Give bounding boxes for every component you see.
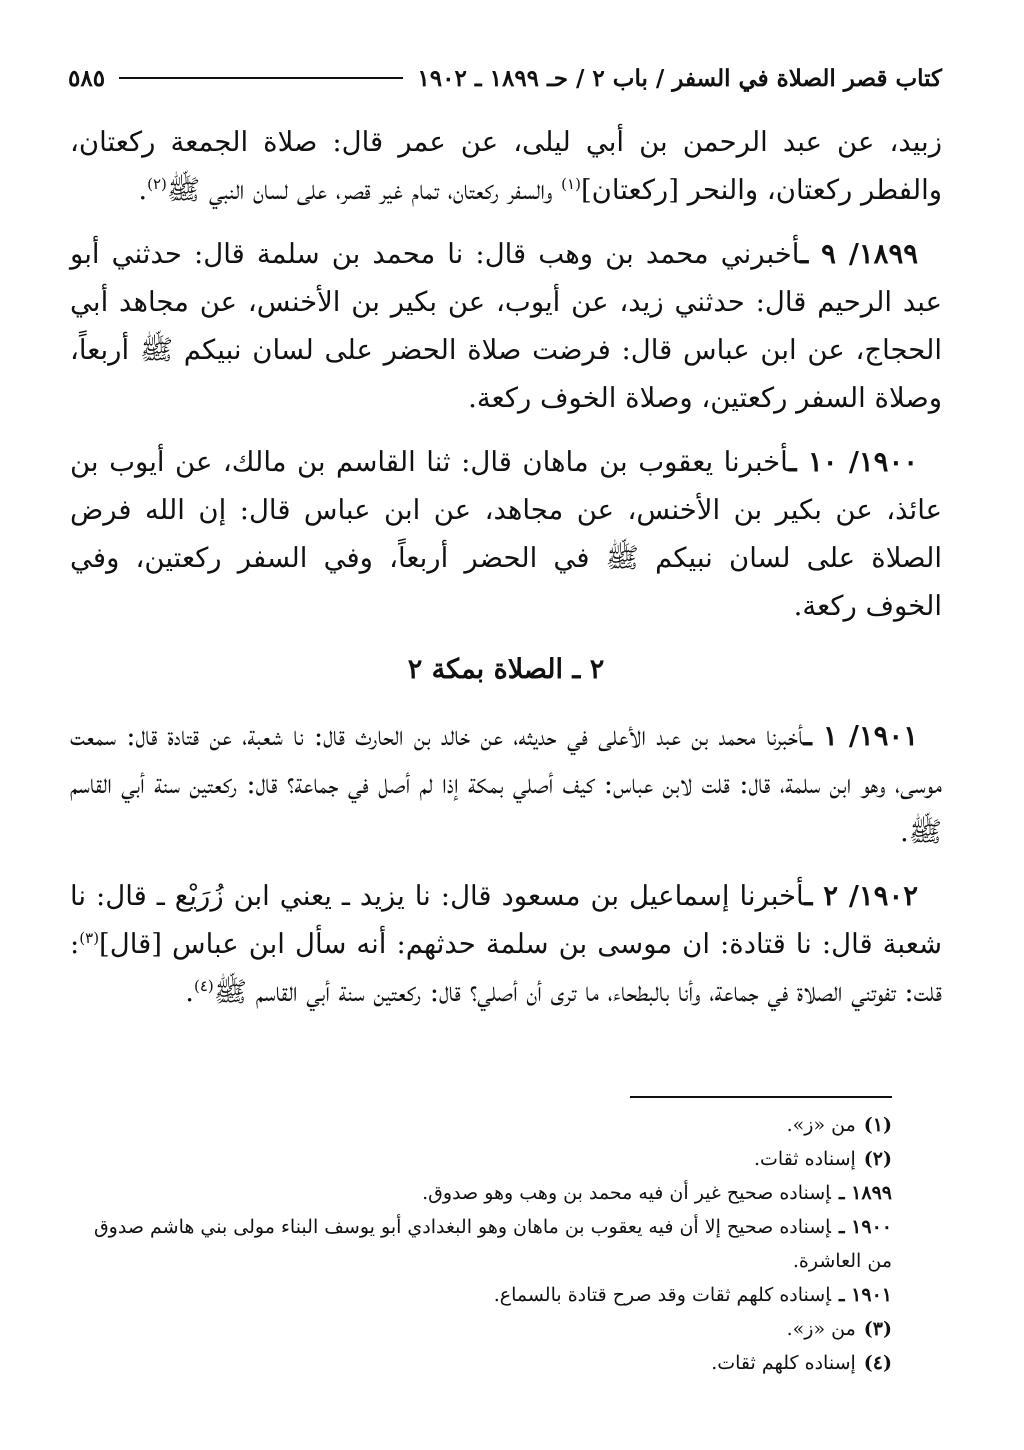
section-heading: ٢ ـ الصلاة بمكة ٢ [407, 654, 605, 685]
hadith-text: أخبرنا محمد بن عبد الأعلى في حديثه، عن خالد بن الحارث قال: نا شعبة، عن قتادة قال: سمعت موسى، وهو ابن سلمة، قال: قلت لابن عباس: كيف أصلي بمكة إذا لم أصل في جماعة؟ قال: ركعتين سنة أبي القاسم ﷺ. [70, 720, 942, 848]
footnote-text: من «ز». [786, 1114, 856, 1136]
running-header [68, 58, 942, 98]
hadith-number: ١٩٠١/ ١ ـ [803, 720, 918, 752]
hadith-number: ١٨٩٩/ ٩ ـ [800, 238, 918, 270]
footnote [78, 1210, 892, 1278]
hadith-1899 [70, 230, 942, 422]
footnote-number: (١) [863, 1114, 892, 1136]
footnote-text: إسناده كلهم ثقات. [711, 1352, 856, 1374]
footnotes [78, 1108, 892, 1380]
footnote-text: من «ز». [786, 1318, 856, 1340]
footnote-text: إسناده صحيح غير أن فيه محمد بن وهب وهو صدوق. [422, 1182, 831, 1204]
footnote [78, 1312, 892, 1346]
footnote-text: إسناده ثقات. [753, 1148, 856, 1170]
footnote-number: ١٩٠٠ ـ [838, 1216, 892, 1238]
hadith-text: أخبرنا إسماعيل بن مسعود قال: نا يزيد ـ يعني ابن زُرَيْع ـ قال: نا شعبة قال: نا قتادة: ان موسى بن سلمة حدثهم: أنه سأل ابن عباس [قال] [70, 880, 942, 960]
footnote-ref: (١) [561, 174, 581, 193]
paragraph-continuation [70, 118, 942, 214]
hadith-1901 [70, 712, 942, 856]
footnote-number: (٢) [863, 1148, 892, 1170]
footnote [78, 1142, 892, 1176]
header-title: كتاب قصر الصلاة في السفر / باب ٢ / حـ ١٨٩٩ ـ ١٩٠٢ [417, 64, 942, 92]
hadith-text: أخبرني محمد بن وهب قال: نا محمد بن سلمة قال: حدثني أبو عبد الرحيم قال: حدثني زيد، عن أيوب، عن بكير بن الأخنس، عن مجاهد أبي الحجاج، عن ابن عباس قال: فرضت صلاة الحضر على لسان نبيكم ﷺ أربعاً، وصلاة السفر ركعتين، وصلاة الخوف ركعة. [70, 238, 942, 414]
paragraph-text: . [138, 174, 148, 206]
hadith-1900 [70, 438, 942, 630]
footnote-ref: (٣) [79, 928, 100, 947]
footnote-number: ١٩٠١ ـ [838, 1284, 892, 1306]
hadith-text: . [185, 976, 194, 1008]
paragraph-text: والسفر ركعتان، تمام غير قصر، على لسان النبي ﷺ [166, 174, 562, 206]
footnote-text: إسناده صحيح إلا أن فيه يعقوب بن ماهان وهو البغدادي أبو يوسف البناء مولى بني هاشم صدوق من العاشرة. [93, 1216, 892, 1272]
footnote-number: (٣) [863, 1318, 892, 1340]
footnote [78, 1176, 892, 1210]
footnote-text: إسناده كلهم ثقات وقد صرح قتادة بالسماع. [493, 1284, 831, 1306]
footnote-separator [630, 1096, 892, 1098]
footnote-number: ١٨٩٩ ـ [838, 1182, 892, 1204]
hadith-number: ١٩٠٠/ ١٠ ـ [788, 446, 918, 478]
footnote [78, 1346, 892, 1380]
footnote-ref: (٤) [193, 976, 214, 995]
hadith-text: أخبرنا يعقوب بن ماهان قال: ثنا القاسم بن مالك، عن أيوب بن عائذ، عن بكير بن الأخنس، عن مجاهد، عن ابن عباس قال: إن الله فرض الصلاة على لسان نبيكم ﷺ في الحضر أربعاً، وفي السفر ركعتين، وفي الخوف ركعة. [70, 446, 942, 622]
footnote [78, 1108, 892, 1142]
header-rule [119, 77, 403, 79]
hadith-number: ١٩٠٢/ ٢ ـ [804, 880, 918, 912]
footnote-number: (٤) [863, 1352, 892, 1374]
footnote [78, 1278, 892, 1312]
page-number: ٥٨٥ [68, 64, 106, 92]
paragraph-text: زبيد، عن عبد الرحمن بن أبي ليلى، عن عمر قال: صلاة الجمعة ركعتان، والفطر ركعتان، والنحر [ركعتان] [70, 126, 942, 206]
hadith-1902 [70, 872, 942, 1016]
hadith-text: : قلت: تفوتني الصلاة في جماعة، وأنا بالبطحاء، ما ترى أن أصلي؟ قال: ركعتين سنة أبي القاسم ﷺ [70, 928, 942, 1008]
footnote-ref: (٢) [147, 174, 167, 193]
main-text [70, 118, 942, 1032]
